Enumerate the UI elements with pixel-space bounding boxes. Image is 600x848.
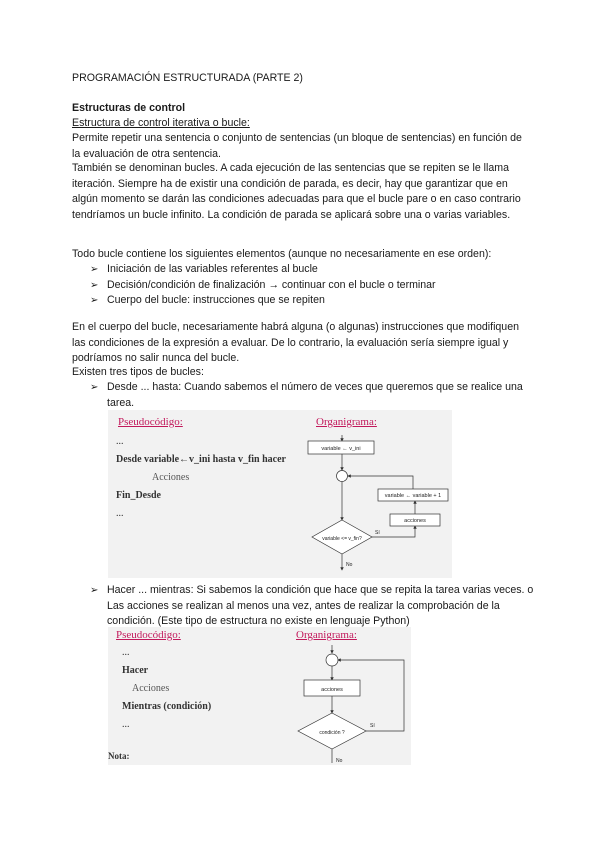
paragraph-elements-intro: Todo bucle contiene los siguientes elementos (aunque no necesariamente en ese orden): bbox=[72, 248, 492, 260]
subheading: Estructura de control iterativa o bucle: bbox=[72, 117, 250, 129]
arrow-bullet-icon: ➢ bbox=[90, 264, 99, 275]
pseudocode-line: Mientras (condición) bbox=[122, 701, 212, 712]
pseudocode-label: Pseudocódigo: bbox=[116, 629, 181, 641]
paragraph-definition: Permite repetir una sentencia o conjunto de sentencias (un bloque de sentencias) en función de la evaluación de otra sentencia. bbox=[72, 132, 522, 160]
yes-label: Sí bbox=[375, 530, 380, 536]
pseudocode-line: ... bbox=[122, 719, 130, 730]
pseudocode-label: Pseudocódigo: bbox=[118, 416, 183, 428]
document-title: PROGRAMACIÓN ESTRUCTURADA (PARTE 2) bbox=[72, 72, 303, 84]
arrow-bullet-icon: ➢ bbox=[90, 279, 99, 291]
pseudocode-line: Acciones bbox=[152, 472, 190, 483]
note-label: Nota: bbox=[108, 751, 130, 761]
pseudocode-line: ... bbox=[116, 508, 124, 519]
decision-label: variable <= v_fin? bbox=[322, 536, 362, 542]
actions-box-label: acciones bbox=[321, 687, 343, 693]
decision-label: condición ? bbox=[319, 730, 345, 736]
arrow-bullet-icon: ➢ bbox=[90, 585, 99, 596]
organigrama-label: Organigrama: bbox=[316, 416, 377, 428]
pseudocode-line: Hacer bbox=[122, 665, 149, 676]
paragraph-types-intro: Existen tres tipos de bucles: bbox=[72, 366, 204, 378]
paragraph-body: En el cuerpo del bucle, necesariamente habrá alguna (o algunas) instrucciones que modifiquen las condiciones de la expresión a evaluar. De lo contrario, la evaluación sería siempre igual y podríamos no salir nunca del bucle. bbox=[72, 321, 519, 364]
section-heading: Estructuras de control bbox=[72, 102, 186, 114]
organigrama-label: Organigrama: bbox=[296, 629, 357, 641]
pseudocode-line: Acciones bbox=[132, 683, 170, 694]
list-item: ➢ Decisión/condición de finalización → continuar con el bucle o terminar bbox=[90, 278, 436, 294]
list-item: ➢ Cuerpo del bucle: instrucciones que se repiten bbox=[90, 293, 436, 309]
pseudocode-line: ... bbox=[122, 647, 130, 658]
figure-hacer-mientras bbox=[108, 627, 411, 765]
arrow-bullet-icon: ➢ bbox=[90, 382, 99, 393]
paragraph-bucles: También se denominan bucles. A cada ejecución de las sentencias que se repiten se le llama iteración. Siempre ha de existir una condición de parada, es decir, hay que garantizar que en algún momento se darán las condiciones adecuadas para que el bucle pare o en caso contrario tendríamos un bucle infinito. La condición de parada se aplicará sobre una o varias variables. bbox=[72, 162, 521, 221]
yes-label: Sí bbox=[370, 723, 375, 729]
pseudocode-line: Desde variable←v_ini hasta v_fin hacer bbox=[116, 454, 286, 465]
figure-desde-hasta bbox=[108, 410, 452, 578]
increment-box-label: variable ← variable + 1 bbox=[384, 493, 442, 499]
list-item: ➢ Iniciación de las variables referentes al bucle bbox=[90, 262, 436, 278]
pseudocode-line: ... bbox=[116, 436, 124, 447]
no-label: No bbox=[336, 758, 343, 764]
connector-circle bbox=[337, 471, 348, 482]
flowchart-hacer bbox=[108, 627, 411, 765]
init-box-label: variable ← v_ini bbox=[321, 446, 361, 452]
loop-type-desde: ➢ Desde ... hasta: Cuando sabemos el número de veces que queremos que se realice una tarea. bbox=[90, 381, 523, 409]
pseudocode-line: Fin_Desde bbox=[116, 490, 161, 501]
elements-list bbox=[90, 262, 436, 309]
loop-type-hacer: ➢ Hacer ... mientras: Si sabemos la condición que hace que se repita la tarea varias veces. o Las acciones se realizan al menos una vez, antes de realizar la comprobación de la condición. (Este tipo de estructura no existe en lenguaje Python) bbox=[90, 584, 534, 627]
arrow-bullet-icon: ➢ bbox=[90, 295, 99, 306]
no-label: No bbox=[346, 562, 353, 568]
connector-circle bbox=[326, 654, 338, 666]
flowchart-desde bbox=[108, 410, 452, 578]
actions-box-label: acciones bbox=[404, 518, 426, 524]
